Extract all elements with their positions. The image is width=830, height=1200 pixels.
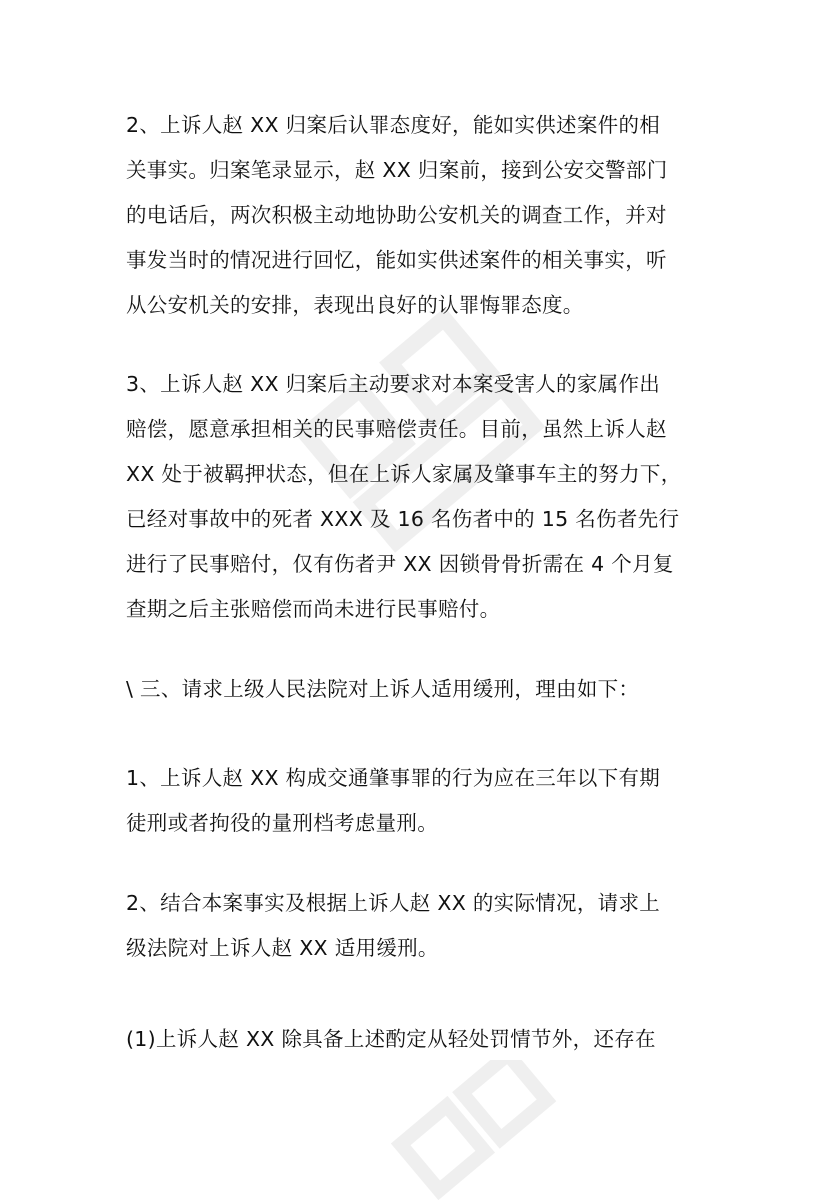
text-line: \ 三、请求上级人民法院对上诉人适用缓刑，理由如下： (126, 677, 640, 701)
text-line: 3、上诉人赵 XX 归案后主动要求对本案受害人的家属作出 (126, 372, 661, 396)
text-line: 进行了民事赔付，仅有伤者尹 XX 因锁骨骨折需在 4 个月复 (126, 552, 674, 576)
text-line: 事发当时的情况进行回忆，能如实供述案件的相关事实，听 (126, 248, 667, 272)
text-line: 关事实。归案笔录显示，赵 XX 归案前，接到公安交警部门 (126, 158, 668, 182)
text-line: 已经对事故中的死者 XXX 及 16 名伤者中的 15 名伤者先行 (126, 507, 680, 531)
text-line: 2、结合本案事实及根据上诉人赵 XX 的实际情况，请求上 (126, 891, 661, 915)
paragraph-confession-attitude (126, 103, 716, 328)
paragraph-probation-application (126, 881, 716, 971)
text-line: (1)上诉人赵 XX 除具备上述酌定从轻处罚情节外，还存在 (126, 1027, 656, 1051)
text-line: 查期之后主张赔偿而尚未进行民事赔付。 (126, 597, 501, 621)
text-line: 从公安机关的安排，表现出良好的认罪悔罪态度。 (126, 293, 584, 317)
text-line: 徒刑或者拘役的量刑档考虑量刑。 (126, 811, 438, 835)
text-line: XX 处于被羁押状态，但在上诉人家属及肇事车主的努力下， (126, 462, 682, 486)
section-heading-probation-request (126, 667, 716, 712)
text-line: 级法院对上诉人赵 XX 适用缓刑。 (126, 936, 439, 960)
text-line: 赔偿，愿意承担相关的民事赔偿责任。目前，虽然上诉人赵 (126, 417, 667, 441)
text-line: 2、上诉人赵 XX 归案后认罪态度好，能如实供述案件的相 (126, 113, 661, 137)
watermark-logo-bottom (380, 1060, 580, 1200)
text-line: 的电话后，两次积极主动地协助公安机关的调查工作，并对 (126, 203, 667, 227)
paragraph-compensation (126, 362, 716, 632)
text-line: 1、上诉人赵 XX 构成交通肇事罪的行为应在三年以下有期 (126, 766, 661, 790)
paragraph-sentencing-range (126, 756, 716, 846)
paragraph-mitigating-circumstances (126, 1017, 716, 1062)
